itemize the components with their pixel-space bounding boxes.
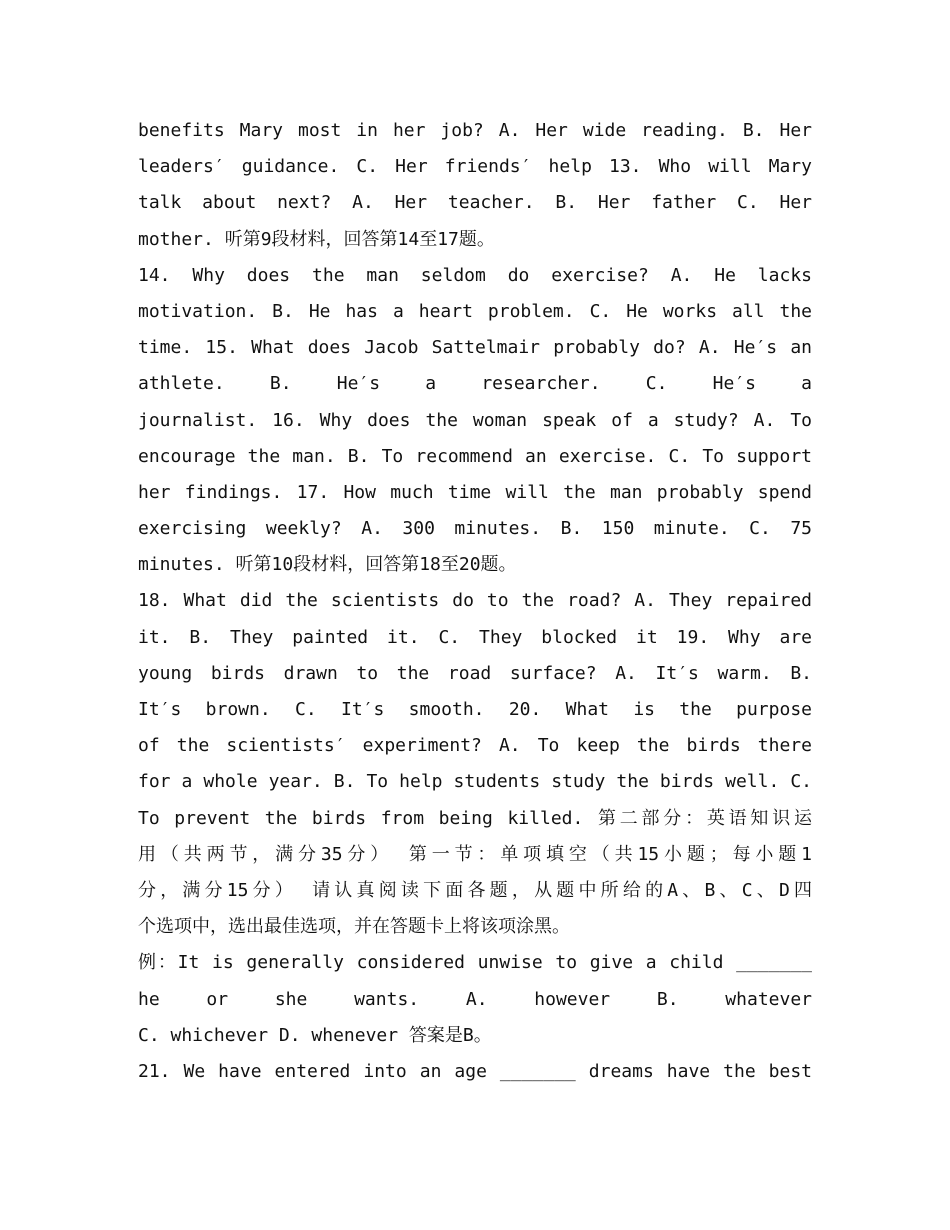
text-line: young birds drawn to the road surface? A. It′s warm. B.	[138, 662, 812, 684]
text-line: minutes. 听第10段材料，回答第18至20题。	[138, 554, 517, 576]
text-line: exercising weekly? A. 300 minutes. B. 150 minute. C. 75	[138, 518, 812, 540]
text-line: talk about next? A. Her teacher. B. Her father C. Her	[138, 192, 812, 214]
text-line: To prevent the birds from being killed. 第二部分：英语知识运	[138, 807, 812, 829]
text-line: he or she wants. A. however B. whatever	[138, 988, 812, 1010]
text-line: leaders′ guidance. C. Her friends′ help 13. Who will Mary	[138, 156, 812, 178]
text-line: It′s brown. C. It′s smooth. 20. What is the purpose	[138, 699, 812, 720]
text-line: 个选项中，选出最佳选项，并在答题卡上将该项涂黑。	[138, 916, 570, 938]
text-line: athlete. B. He′s a researcher. C. He′s a	[138, 373, 812, 395]
text-line: encourage the man. B. To recommend an exercise. C. To support	[138, 445, 812, 467]
text-line: her findings. 17. How much time will the man probably spend	[138, 481, 812, 503]
text-line: C. whichever D. whenever 答案是B。	[138, 1024, 492, 1046]
text-line: for a whole year. B. To help students study the birds well. C.	[138, 771, 812, 793]
text-line: benefits Mary most in her job? A. Her wide reading. B. Her	[138, 120, 812, 141]
document-body	[138, 113, 812, 1090]
text-line: 14. Why does the man seldom do exercise? A. He lacks	[138, 264, 812, 286]
text-line: 18. What did the scientists do to the road? A. They repaired	[138, 590, 812, 612]
text-line: 21. We have entered into an age _______ dreams have the best	[138, 1060, 812, 1082]
text-line: 用（共两节，满分35分） 第一节：单项填空（共15小题；每小题1	[138, 843, 812, 865]
text-line: journalist. 16. Why does the woman speak of a study? A. To	[138, 409, 812, 431]
text-line: 例：It is generally considered unwise to give a child _______	[138, 952, 812, 974]
text-line: time. 15. What does Jacob Sattelmair probably do? A. He′s an	[138, 337, 812, 359]
text-line: it. B. They painted it. C. They blocked it 19. Why are	[138, 626, 812, 648]
text-line: motivation. B. He has a heart problem. C. He works all the	[138, 300, 812, 322]
text-line: 分，满分15分） 请认真阅读下面各题，从题中所给的A、B、C、D四	[138, 879, 812, 901]
text-line: of the scientists′ experiment? A. To keep the birds there	[138, 735, 812, 757]
text-line: mother. 听第9段材料，回答第14至17题。	[138, 228, 495, 250]
